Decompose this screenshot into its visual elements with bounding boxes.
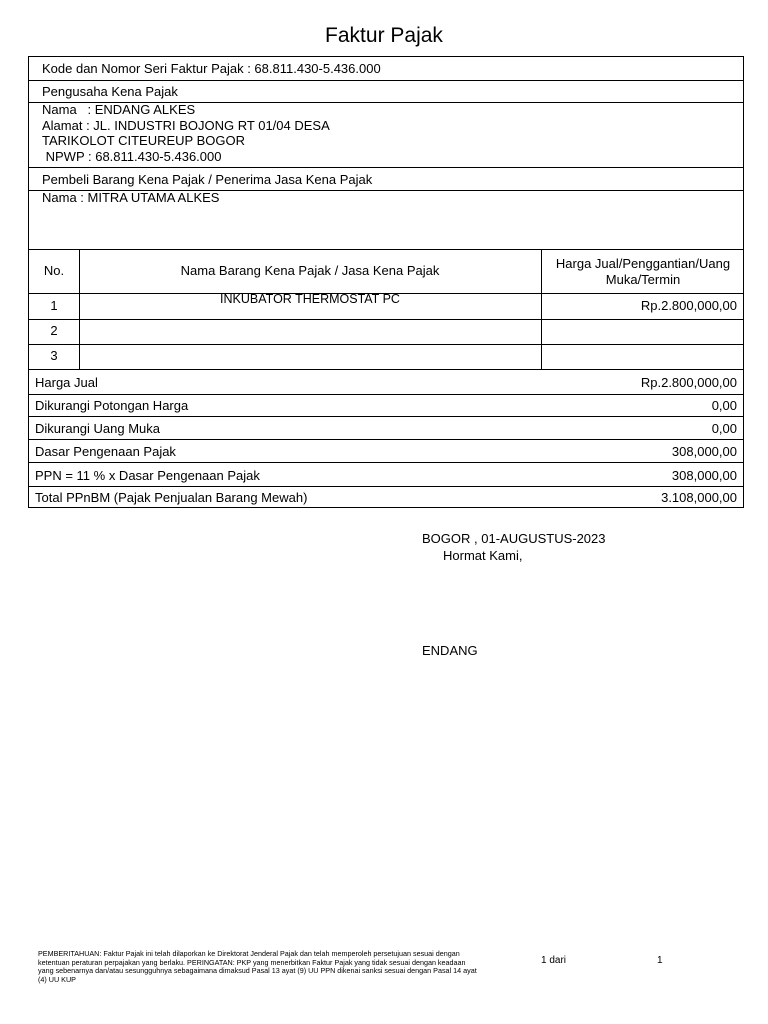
summary-value-dpp: 308,000,00: [671, 444, 737, 459]
divider: [29, 369, 743, 370]
row-no: 3: [50, 348, 58, 363]
summary-value-potongan: 0,00: [711, 398, 737, 413]
divider: [29, 462, 743, 463]
greeting: Hormat Kami,: [443, 548, 523, 563]
divider: [29, 249, 743, 250]
document-title: Faktur Pajak: [325, 24, 443, 47]
invoice-frame: [28, 56, 744, 508]
kode-seri: Kode dan Nomor Seri Faktur Pajak : 68.811.430-5.436.000: [42, 61, 381, 76]
row-no: 1: [50, 298, 58, 313]
divider: [29, 416, 743, 417]
summary-value-ppnbm: 3.108,000,00: [661, 490, 737, 505]
row-no: 2: [50, 323, 58, 338]
pengusaha-alamat-1: Alamat : JL. INDUSTRI BOJONG RT 01/04 DESA: [42, 117, 330, 133]
footer-notice: PEMBERITAHUAN: Faktur Pajak ini telah dilaporkan ke Direktorat Jenderal Pajak dan telah memperoleh persetujuan sesuai dengan ketentuan peraturan perpajakan yang berlaku. PERINGATAN: PKP yang menerbitkan Faktur Pajak yang tidak sesuai dengan keadaan yang sebenarnya dan/atau sesungguhnya sebagaimana dimaksud Pasal 13 ayat (9) UU PPN dikenai sanksi sesuai dengan Pasal 14 ayat (4) UU KUP: [38, 949, 477, 984]
divider: [29, 394, 743, 395]
divider: [29, 344, 743, 345]
summary-label-harga-jual: Harga Jual: [35, 375, 98, 390]
row-harga: Rp.2.800,000,00: [640, 298, 737, 313]
signatory-name: ENDANG: [422, 643, 478, 658]
column-header-nama: Nama Barang Kena Pajak / Jasa Kena Pajak: [180, 263, 440, 278]
summary-value-uang-muka: 0,00: [711, 421, 737, 436]
divider: [29, 319, 743, 320]
summary-label-potongan: Dikurangi Potongan Harga: [35, 398, 189, 413]
pengusaha-details: [42, 102, 330, 164]
pengusaha-npwp: NPWP : 68.811.430-5.436.000: [42, 148, 222, 164]
divider: [29, 439, 743, 440]
summary-label-ppn: PPN = 11 % x Dasar Pengenaan Pajak: [35, 468, 260, 483]
column-header-harga-line-2: Muka/Termin: [605, 271, 681, 287]
summary-label-uang-muka: Dikurangi Uang Muka: [35, 421, 161, 436]
column-header-no: No.: [43, 263, 65, 278]
page-total: 1: [657, 955, 663, 966]
divider: [29, 486, 743, 487]
divider: [29, 167, 743, 168]
pengusaha-alamat-2: TARIKOLOT CITEUREUP BOGOR: [42, 133, 245, 148]
pembeli-heading: Pembeli Barang Kena Pajak / Penerima Jasa Kena Pajak: [42, 172, 373, 187]
column-header-harga: [541, 256, 745, 287]
place-date: BOGOR , 01-AUGUSTUS-2023: [422, 531, 606, 546]
row-nama: INKUBATOR THERMOSTAT PC: [220, 292, 400, 306]
summary-value-ppn: 308,000,00: [671, 468, 737, 483]
pembeli-nama: Nama : MITRA UTAMA ALKES: [42, 190, 220, 205]
page-label: 1 dari: [541, 955, 567, 966]
divider: [29, 80, 743, 81]
pengusaha-heading: Pengusaha Kena Pajak: [42, 84, 178, 99]
summary-label-ppnbm: Total PPnBM (Pajak Penjualan Barang Mewah): [35, 490, 308, 505]
column-header-harga-line-1: Harga Jual/Penggantian/Uang: [555, 256, 731, 271]
summary-label-dpp: Dasar Pengenaan Pajak: [35, 444, 176, 459]
pengusaha-nama: Nama : ENDANG ALKES: [42, 102, 196, 117]
summary-value-harga-jual: Rp.2.800,000,00: [640, 375, 737, 390]
